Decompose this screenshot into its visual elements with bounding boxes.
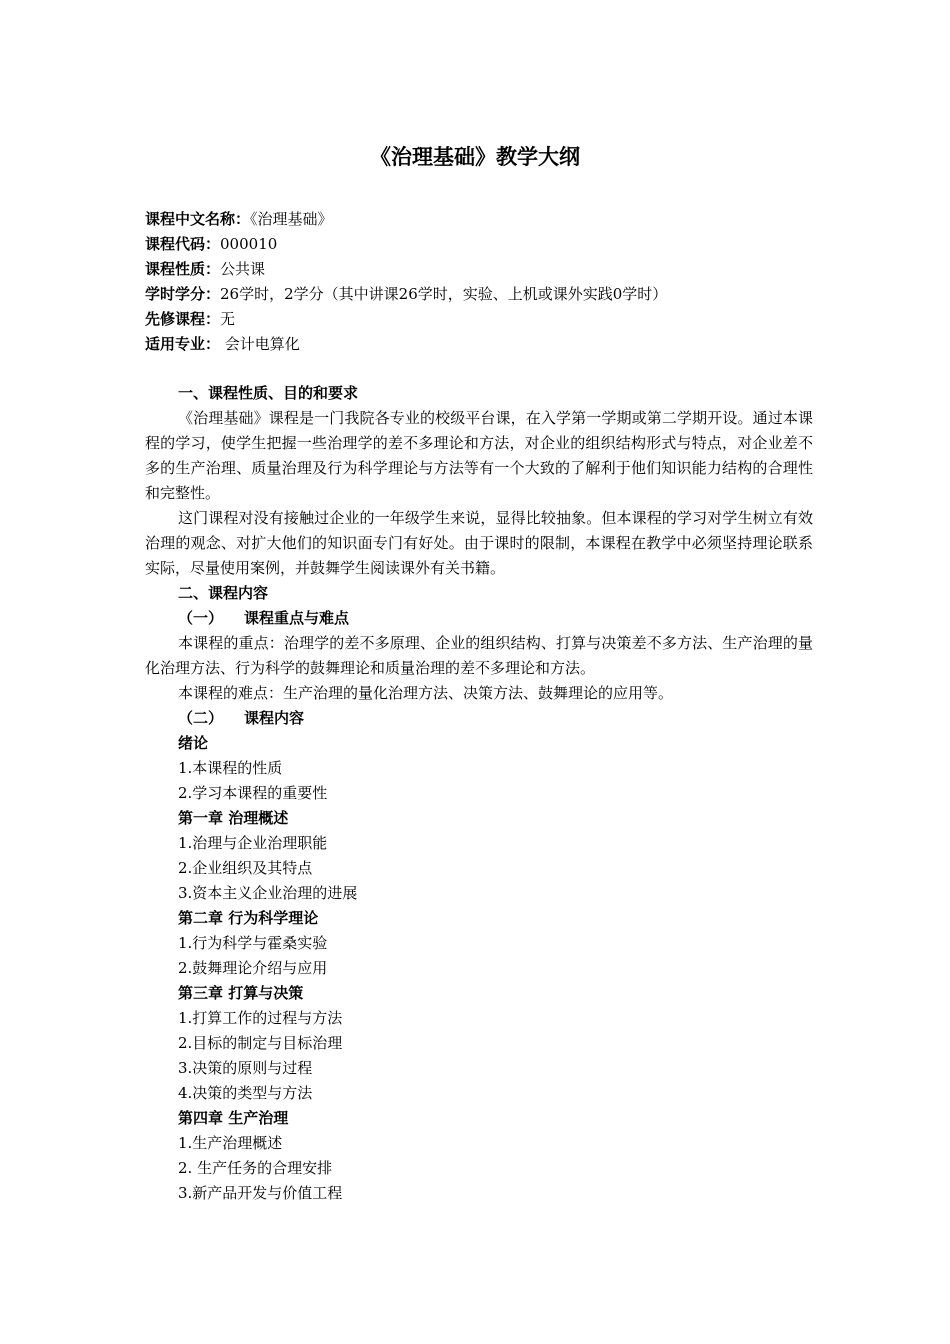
subsection-heading xyxy=(145,706,813,731)
document-body xyxy=(145,381,813,1206)
chapter-heading: 第四章 生产治理 xyxy=(178,1109,289,1127)
meta-value: 公共课 xyxy=(220,260,266,278)
meta-key: 适用专业： xyxy=(145,335,221,353)
meta-course-nature xyxy=(145,257,825,282)
paragraph: 这门课程对没有接触过企业的一年级学生来说，显得比较抽象。但本课程的学习对学生树立有效治理的观念、对扩大他们的知识面专门有好处。由于课时的限制，本课程在教学中必须坚持理论联系实际，尽量使用案例，并鼓舞学生阅读课外有关书籍。 xyxy=(145,509,813,577)
chapter-heading: 第三章 打算与决策 xyxy=(178,984,304,1002)
paragraph: 本课程的难点：生产治理的量化治理方法、决策方法、鼓舞理论的应用等。 xyxy=(178,684,674,702)
list-item: 1.行为科学与霍桑实验 xyxy=(178,934,328,952)
list-item: 3.新产品开发与价值工程 xyxy=(178,1184,343,1202)
subsection-title: 课程内容 xyxy=(244,709,305,727)
list-item: 1.打算工作的过程与方法 xyxy=(178,1009,343,1027)
list-item: 4.决策的类型与方法 xyxy=(178,1084,313,1102)
subsection-number: （二） xyxy=(178,709,224,727)
list-item: 2.鼓舞理论介绍与应用 xyxy=(178,959,328,977)
meta-key: 课程性质： xyxy=(145,260,221,278)
chapter-heading: 绪论 xyxy=(178,734,209,752)
meta-key: 先修课程： xyxy=(145,310,221,328)
list-item: 2.目标的制定与目标治理 xyxy=(178,1034,343,1052)
chapter-heading: 第一章 治理概述 xyxy=(178,809,289,827)
section-heading-nature: 一、课程性质、目的和要求 xyxy=(178,384,359,402)
meta-value: 《治理基础》 xyxy=(250,210,333,228)
list-item: 1.治理与企业治理职能 xyxy=(178,834,328,852)
meta-value: 无 xyxy=(220,310,236,328)
meta-key: 学时学分： xyxy=(145,285,221,303)
subsection-heading xyxy=(145,606,813,631)
list-item: 2.学习本课程的重要性 xyxy=(178,784,328,802)
subsection-number: （一） xyxy=(178,609,224,627)
list-item: 3.资本主义企业治理的进展 xyxy=(178,884,358,902)
course-meta xyxy=(145,207,825,357)
paragraph: 本课程的重点：治理学的差不多原理、企业的组织结构、打算与决策差不多方法、生产治理的量化治理方法、行为科学的鼓舞理论和质量治理的差不多理论和方法。 xyxy=(145,634,813,677)
list-item: 2. 生产任务的合理安排 xyxy=(178,1159,333,1177)
meta-key: 课程代码： xyxy=(145,235,221,253)
meta-prerequisites xyxy=(145,307,825,332)
list-item: 1.生产治理概述 xyxy=(178,1134,283,1152)
meta-key: 课程中文名称： xyxy=(145,210,251,228)
meta-value: 26学时，2学分（其中讲课26学时，实验、上机或课外实践0学时） xyxy=(220,285,668,303)
chapter-heading: 第二章 行为科学理论 xyxy=(178,909,319,927)
section-heading-content: 二、课程内容 xyxy=(178,584,269,602)
paragraph: 《治理基础》课程是一门我院各专业的校级平台课，在入学第一学期或第二学期开设。通过本课程的学习，使学生把握一些治理学的差不多理论和方法，对企业的组织结构形式与特点，对企业差不多的生产治理、质量治理及行为科学理论与方法等有一个大致的了解利于他们知识能力结构的合理性和完整性。 xyxy=(145,409,813,502)
list-item: 1.本课程的性质 xyxy=(178,759,283,777)
meta-hours-credits xyxy=(145,282,825,307)
meta-course-name xyxy=(145,207,825,232)
meta-course-code xyxy=(145,232,825,257)
meta-value: 会计电算化 xyxy=(220,335,300,353)
subsection-title: 课程重点与难点 xyxy=(244,609,350,627)
list-item: 2.企业组织及其特点 xyxy=(178,859,313,877)
meta-value: 000010 xyxy=(220,235,278,253)
meta-majors xyxy=(145,332,825,357)
list-item: 3.决策的原则与过程 xyxy=(178,1059,313,1077)
document-title: 《治理基础》教学大纲 xyxy=(370,145,580,169)
